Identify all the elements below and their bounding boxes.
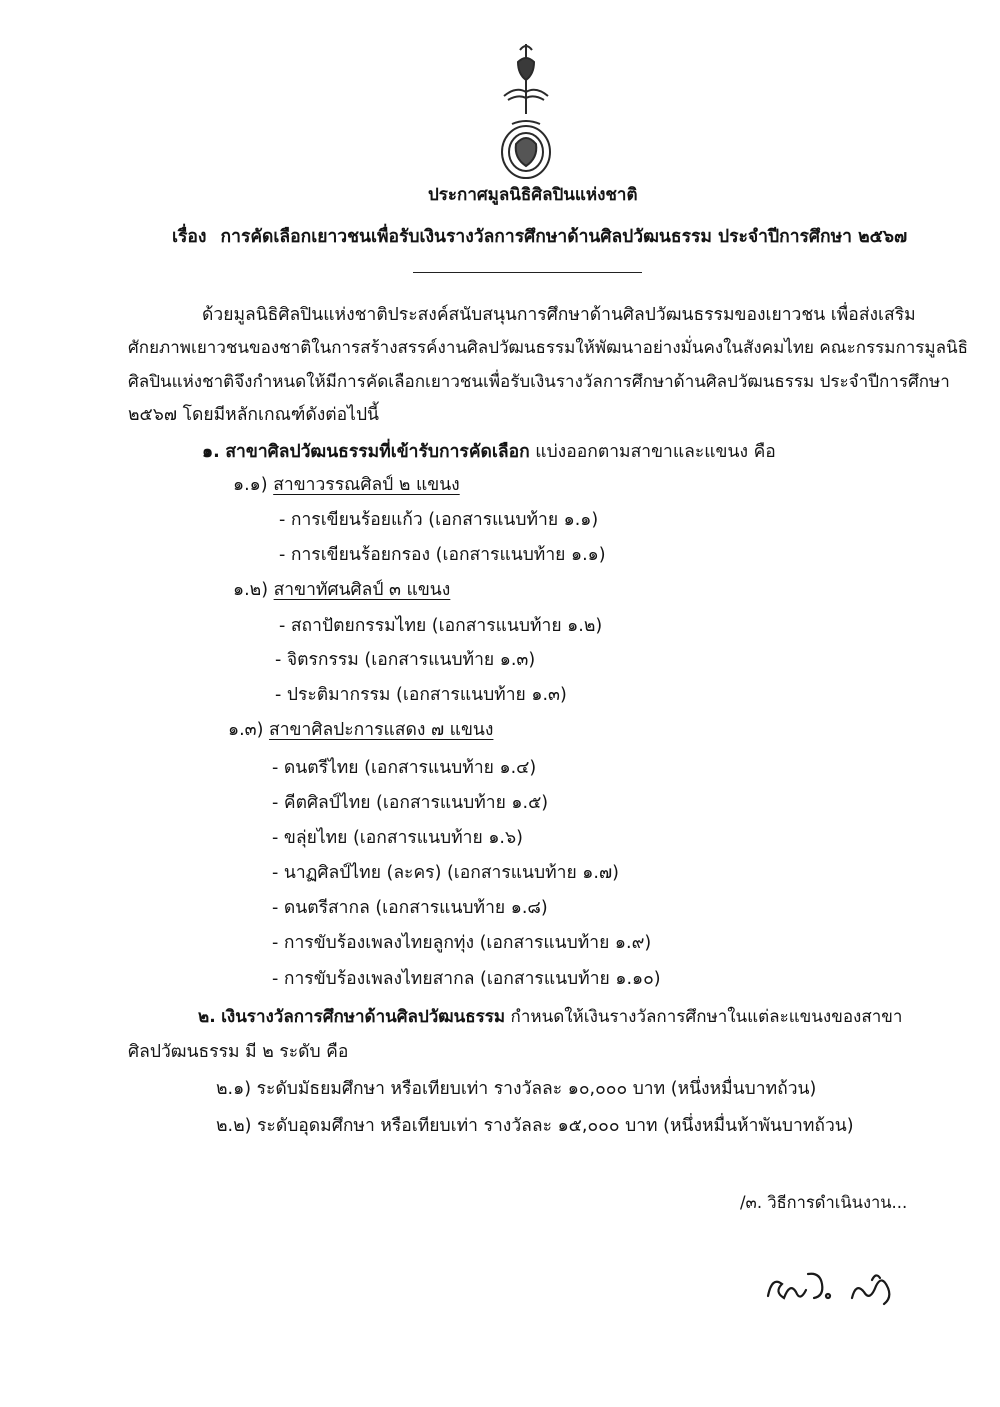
seal-emblem-icon (494, 40, 558, 180)
section1-title: สาขาศิลปวัฒนธรรมที่เข้ารับการคัดเลือก (225, 442, 530, 462)
list-item: - ดนตรีไทย (เอกสารแนบท้าย ๑.๔) (272, 758, 537, 778)
list-item: - การเขียนร้อยกรอง (เอกสารแนบท้าย ๑.๑) (279, 545, 606, 565)
intro-line-3: ศิลปินแห่งชาติจึงกำหนดให้มีการคัดเลือกเยาวชนเพื่อรับเงินรางวัลการศึกษาด้านศิลปวัฒนธรรม ประจำปีการศึกษา (128, 372, 950, 392)
list-item: - คีตศิลป์ไทย (เอกสารแนบท้าย ๑.๕) (272, 793, 549, 813)
section2-title: เงินรางวัลการศึกษาด้านศิลปวัฒนธรรม (221, 1007, 506, 1027)
list-item: - ประติมากรรม (เอกสารแนบท้าย ๑.๓) (275, 685, 567, 705)
list-item: - ขลุ่ยไทย (เอกสารแนบท้าย ๑.๖) (272, 828, 523, 848)
group-title: สาขาวรรณศิลป์ ๒ แขนง (273, 475, 460, 495)
list-item: - จิตรกรรม (เอกสารแนบท้าย ๑.๓) (275, 650, 536, 670)
award-level: ๒.๒) ระดับอุดมศึกษา หรือเทียบเท่า รางวัลละ ๑๕,๐๐๐ บาท (หนึ่งหมื่นห้าพันบาทถ้วน) (216, 1116, 854, 1136)
announcement-title: ประกาศมูลนิธิศิลปินแห่งชาติ (428, 185, 638, 205)
group-title: สาขาทัศนศิลป์ ๓ แขนง (273, 580, 451, 600)
award-level: ๒.๑) ระดับมัธยมศึกษา หรือเทียบเท่า รางวัลละ ๑๐,๐๐๐ บาท (หนึ่งหมื่นบาทถ้วน) (216, 1079, 817, 1099)
intro-line-4: ๒๕๖๗ โดยมีหลักเกณฑ์ดังต่อไปนี้ (128, 405, 380, 425)
group-number: ๑.๓) (228, 720, 264, 740)
section2-heading (198, 1009, 902, 1026)
intro-line-1: ด้วยมูลนิธิศิลปินแห่งชาติประสงค์สนับสนุนการศึกษาด้านศิลปวัฒนธรรมของเยาวชน เพื่อส่งเสริม (202, 305, 916, 325)
list-item: - สถาปัตยกรรมไทย (เอกสารแนบท้าย ๑.๒) (279, 616, 603, 636)
subject-label: เรื่อง (172, 227, 207, 247)
list-item: - ดนตรีสากล (เอกสารแนบท้าย ๑.๘) (272, 898, 548, 918)
group-number: ๑.๑) (233, 475, 268, 495)
group-heading (233, 477, 460, 495)
section1-heading (202, 444, 776, 462)
intro-line-2: ศักยภาพเยาวชนของชาติในการสร้างสรรค์งานศิลปวัฒนธรรมให้พัฒนาอย่างมั่นคงในสังคมไทย คณะกรรมการมูลนิธิ (128, 338, 969, 358)
group-title: สาขาศิลปะการแสดง ๗ แขนง (269, 720, 494, 740)
section1-number: ๑. (202, 442, 220, 462)
signature-icon (760, 1262, 910, 1312)
list-item: - การเขียนร้อยแก้ว (เอกสารแนบท้าย ๑.๑) (279, 510, 599, 530)
section2-description: กำหนดให้เงินรางวัลการศึกษาในแต่ละแขนงของสาขา (510, 1007, 903, 1027)
section2-line-2: ศิลปวัฒนธรรม มี ๒ ระดับ คือ (128, 1042, 349, 1062)
section1-description: แบ่งออกตามสาขาและแขนง คือ (535, 442, 776, 462)
list-item: - นาฏศิลป์ไทย (ละคร) (เอกสารแนบท้าย ๑.๗) (272, 863, 619, 883)
group-heading (228, 722, 493, 740)
title-divider (413, 272, 642, 273)
list-item: - การขับร้องเพลงไทยสากล (เอกสารแนบท้าย ๑.๑๐) (272, 969, 661, 989)
continuation-note: /๓. วิธีการดำเนินงาน... (740, 1193, 908, 1212)
section2-number: ๒. (198, 1007, 216, 1027)
list-item: - การขับร้องเพลงไทยลูกทุ่ง (เอกสารแนบท้าย ๑.๙) (272, 933, 652, 953)
subject-text: การคัดเลือกเยาวชนเพื่อรับเงินรางวัลการศึกษาด้านศิลปวัฒนธรรม ประจำปีการศึกษา ๒๕๖๗ (220, 227, 908, 247)
group-heading (233, 582, 450, 600)
group-number: ๑.๒) (233, 580, 269, 600)
subject-line (172, 229, 907, 247)
